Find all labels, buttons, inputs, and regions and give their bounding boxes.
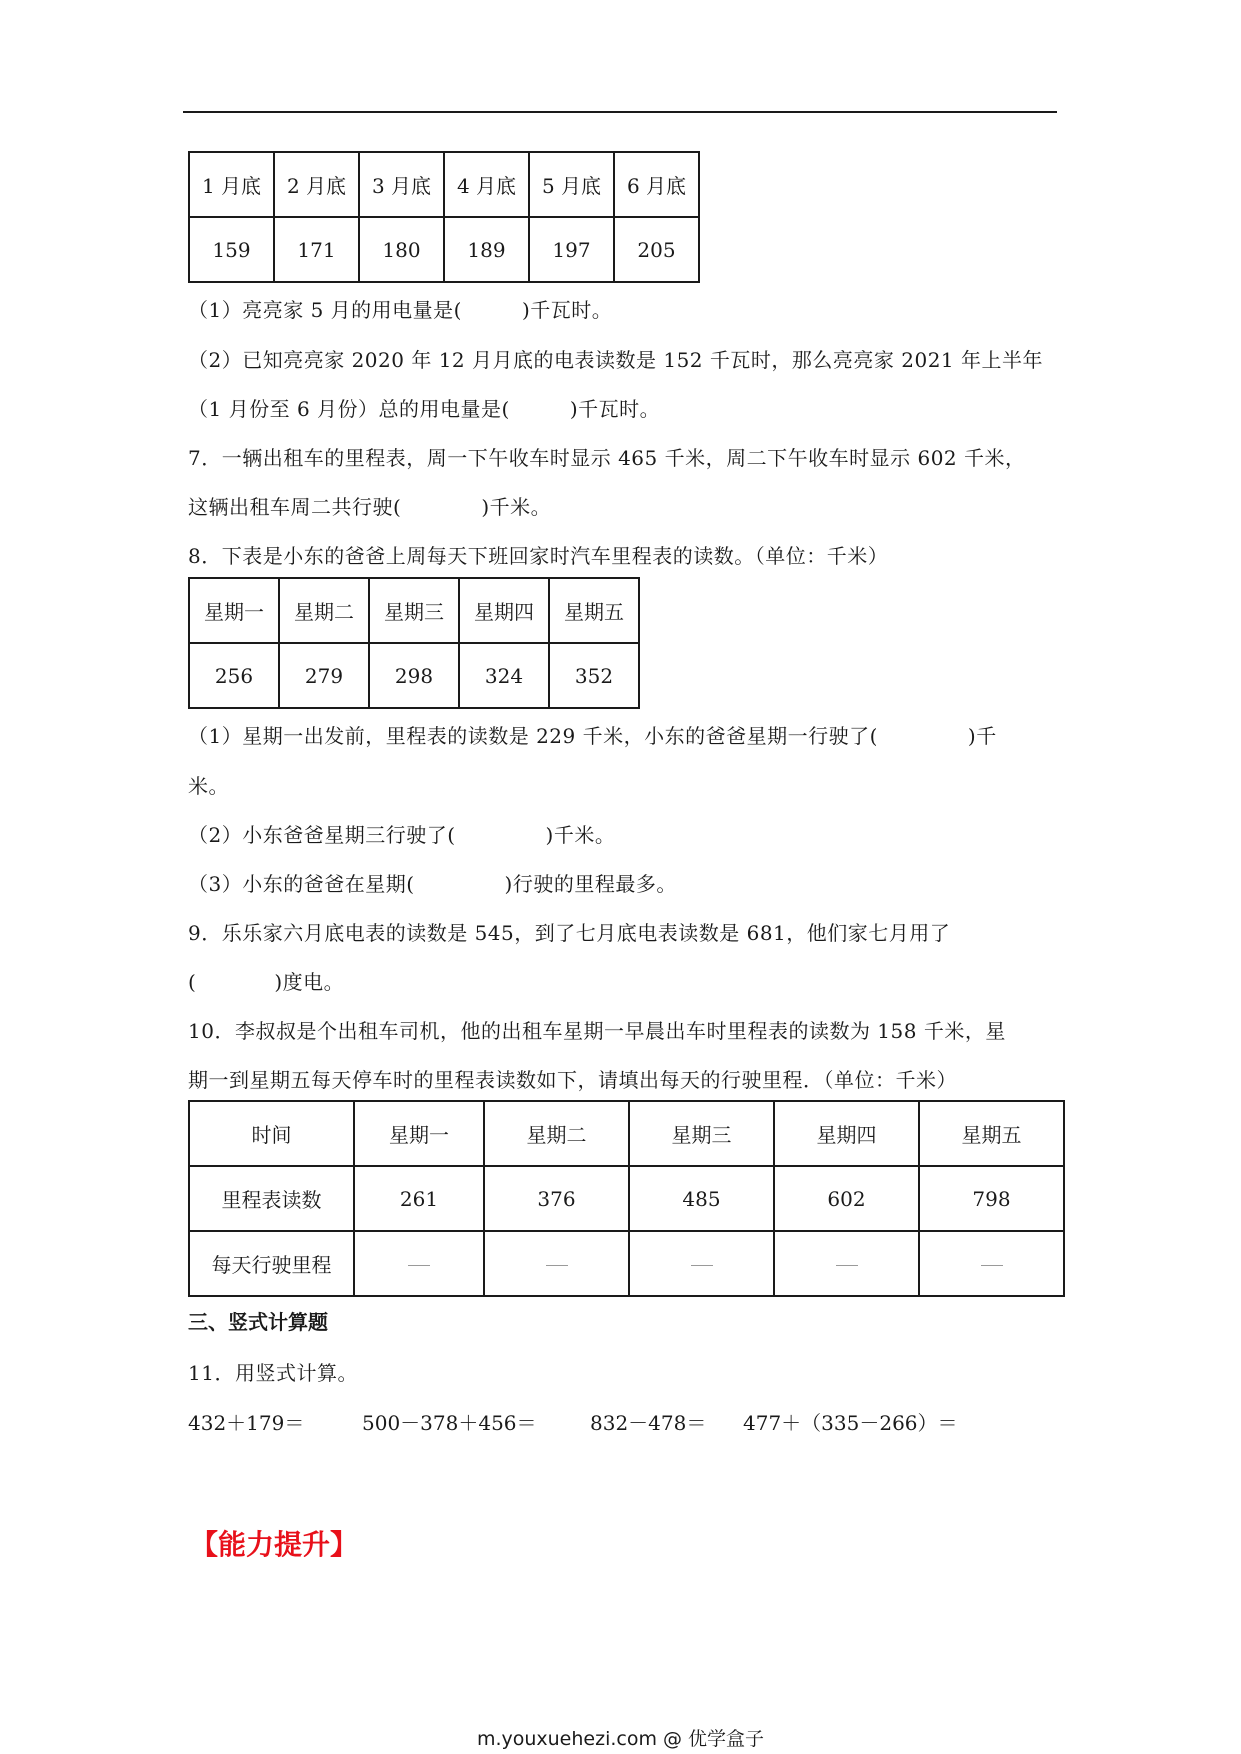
table-cell: 298	[369, 643, 459, 708]
table-cell: 376	[484, 1166, 629, 1231]
table-header-cell: 星期四	[459, 578, 549, 643]
table-header-cell: 星期五	[919, 1101, 1064, 1166]
q6-sub1: （1）亮亮家 5 月的用电量是( )千瓦时。	[188, 298, 613, 322]
footer-watermark: m.youxuehezi.com @ 优学盒子	[476, 1728, 765, 1750]
odometer-table	[188, 577, 640, 709]
table-cell: 279	[279, 643, 369, 708]
table-cell: 485	[629, 1166, 774, 1231]
q8-sub1-cont: 米。	[188, 774, 229, 798]
table-cell: 189	[444, 217, 529, 282]
q10-line2: 期一到星期五每天停车时的里程表读数如下，请填出每天的行驶里程．（单位：千米）	[188, 1068, 957, 1092]
answer-cell[interactable]	[354, 1231, 484, 1296]
q6-sub2-line2: （1 月份至 6 月份）总的用电量是( )千瓦时。	[188, 397, 661, 421]
section-heading: 三、竖式计算题	[188, 1310, 328, 1334]
calc-expression: 432＋179＝	[188, 1411, 305, 1435]
table-header-cell: 星期一	[189, 578, 279, 643]
calc-expression: 832－478＝	[590, 1411, 707, 1435]
blank-dash	[691, 1265, 713, 1266]
q8-sub1: （1）星期一出发前，里程表的读数是 229 千米，小东的爸爸星期一行驶了( )千	[188, 724, 997, 748]
q8-sub3: （3）小东的爸爸在星期( )行驶的里程最多。	[188, 872, 677, 896]
table-cell: 352	[549, 643, 639, 708]
table-cell: 261	[354, 1166, 484, 1231]
table-cell: 256	[189, 643, 279, 708]
table-cell: 197	[529, 217, 614, 282]
electricity-table	[188, 151, 700, 283]
q9-line1: 9．乐乐家六月底电表的读数是 545，到了七月底电表读数是 681，他们家七月用了	[188, 921, 951, 945]
table-header-cell: 星期四	[774, 1101, 919, 1166]
table-cell: 324	[459, 643, 549, 708]
table-header-cell: 星期二	[484, 1101, 629, 1166]
table-header-cell: 时间	[189, 1101, 354, 1166]
calc-expression: 500－378＋456＝	[362, 1411, 537, 1435]
table-header-cell: 星期三	[369, 578, 459, 643]
table-header-cell: 1 月底	[189, 152, 274, 217]
q6-sub2-line1: （2）已知亮亮家 2020 年 12 月月底的电表读数是 152 千瓦时，那么亮亮家 2021 年上半年	[188, 348, 1044, 372]
table-header-cell: 星期一	[354, 1101, 484, 1166]
q8-sub2: （2）小东爸爸星期三行驶了( )千米。	[188, 823, 616, 847]
blank-dash	[836, 1265, 858, 1266]
table-cell: 180	[359, 217, 444, 282]
table-header-cell: 4 月底	[444, 152, 529, 217]
q7-line1: 7．一辆出租车的里程表，周一下午收车时显示 465 千米，周二下午收车时显示 602 千米，	[188, 446, 1026, 470]
answer-cell[interactable]	[629, 1231, 774, 1296]
header-rule	[183, 111, 1057, 113]
blank-dash	[408, 1265, 430, 1266]
table-row-label: 里程表读数	[189, 1166, 354, 1231]
q7-line2: 这辆出租车周二共行驶( )千米。	[188, 495, 552, 519]
table-header-cell: 2 月底	[274, 152, 359, 217]
mileage-table	[188, 1100, 1065, 1297]
q8-intro: 8．下表是小东的爸爸上周每天下班回家时汽车里程表的读数。（单位：千米）	[188, 544, 889, 568]
answer-cell[interactable]	[774, 1231, 919, 1296]
blank-dash	[546, 1265, 568, 1266]
answer-cell[interactable]	[919, 1231, 1064, 1296]
q9-line2: ( )度电。	[188, 970, 345, 994]
table-header-cell: 3 月底	[359, 152, 444, 217]
ability-heading: 【能力提升】	[190, 1528, 359, 1561]
table-cell: 798	[919, 1166, 1064, 1231]
table-cell: 171	[274, 217, 359, 282]
table-cell: 602	[774, 1166, 919, 1231]
table-row-label: 每天行驶里程	[189, 1231, 354, 1296]
table-cell: 159	[189, 217, 274, 282]
table-cell: 205	[614, 217, 699, 282]
blank-dash	[981, 1265, 1003, 1266]
table-header-cell: 6 月底	[614, 152, 699, 217]
table-header-cell: 5 月底	[529, 152, 614, 217]
q10-line1: 10．李叔叔是个出租车司机，他的出租车星期一早晨出车时里程表的读数为 158 千米，星	[188, 1019, 1006, 1043]
calc-expression: 477＋（335－266）＝	[743, 1411, 958, 1435]
table-header-cell: 星期二	[279, 578, 369, 643]
table-header-cell: 星期三	[629, 1101, 774, 1166]
answer-cell[interactable]	[484, 1231, 629, 1296]
q11-intro: 11．用竖式计算。	[188, 1361, 358, 1385]
table-header-cell: 星期五	[549, 578, 639, 643]
